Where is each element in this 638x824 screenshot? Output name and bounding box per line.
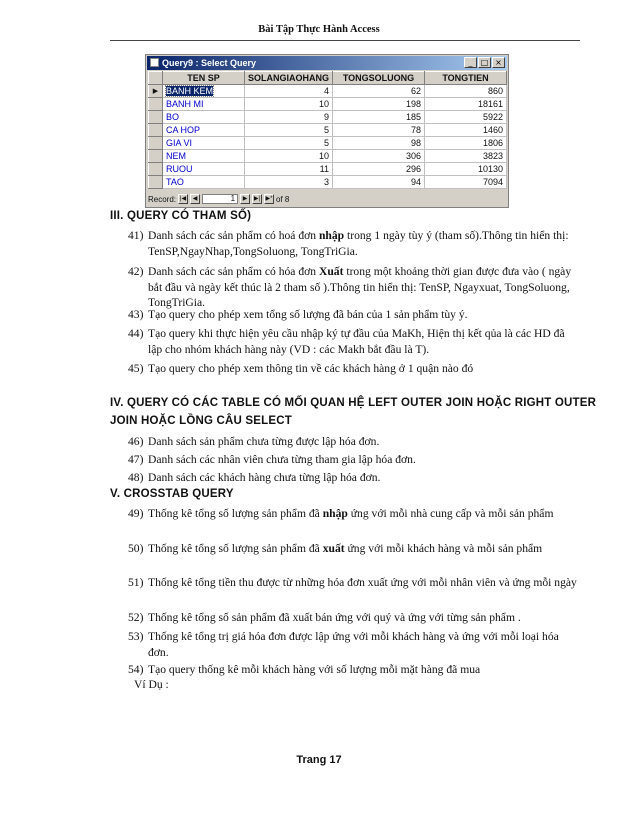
row-selector[interactable] [149, 98, 163, 111]
item-text: Danh sách các nhân viên chưa từng tham gia lập hóa đơn. [148, 453, 416, 466]
cell-tensp[interactable]: NEM [163, 150, 245, 163]
item-number: 45) [128, 362, 144, 375]
column-header[interactable]: SOLANGIAOHANG [245, 72, 333, 85]
cell[interactable]: 62 [333, 85, 425, 98]
item-number: 50) [128, 542, 144, 555]
row-selector[interactable] [149, 124, 163, 137]
item-text: Thống kê tổng số lượng sản phẩm đã [148, 542, 323, 555]
cell[interactable]: 4 [245, 85, 333, 98]
item-number: 42) [128, 265, 144, 278]
list-item-51 [128, 575, 578, 591]
list-item-48 [128, 470, 578, 486]
table-row[interactable] [149, 98, 507, 111]
list-item-50 [128, 541, 578, 557]
cell[interactable]: 5 [245, 124, 333, 137]
row-selector[interactable] [149, 163, 163, 176]
last-record-icon[interactable]: ▶| [253, 196, 261, 202]
cell-tensp[interactable]: CA HOP [163, 124, 245, 137]
cell[interactable]: 1460 [425, 124, 507, 137]
cell[interactable]: 98 [333, 137, 425, 150]
current-record-icon[interactable]: ▶ [149, 85, 163, 98]
cell[interactable]: 10 [245, 98, 333, 111]
item-number: 54) [128, 663, 144, 676]
table-row[interactable] [149, 176, 507, 189]
section-title-4: IV. QUERY CÓ CÁC TABLE CÓ MỐI QUAN HỆ LEFT OUTER JOIN HOẶC RIGHT OUTER [110, 397, 597, 409]
item-keyword: nhập [322, 507, 348, 520]
first-record-icon[interactable]: |◀ [179, 196, 187, 202]
item-text: Tạo query khi thực hiện yêu cầu nhập ký tự đầu của MaKh, Hiện thị kết qủa là các HD đã lập cho nhóm khách hàng này (VD : các Makh bắt đầu là T). [148, 327, 565, 356]
row-selector[interactable] [149, 150, 163, 163]
list-item-54 [128, 662, 578, 678]
table-row[interactable] [149, 163, 507, 176]
query-icon [150, 58, 159, 67]
cell[interactable]: 10 [245, 150, 333, 163]
row-selector-header [149, 72, 163, 85]
table-row[interactable] [149, 111, 507, 124]
list-item-45 [128, 361, 578, 377]
list-item-52 [128, 610, 578, 626]
cell[interactable]: 198 [333, 98, 425, 111]
row-selector[interactable] [149, 111, 163, 124]
cell[interactable]: 7094 [425, 176, 507, 189]
item-text: Tạo query cho phép xem tổng số lượng đã bán của 1 sản phẩm tùy ý. [148, 308, 468, 321]
cell[interactable]: 10130 [425, 163, 507, 176]
record-number-input[interactable]: 1 [202, 194, 238, 204]
cell[interactable]: 860 [425, 85, 507, 98]
page-header: Bài Tập Thực Hành Access [258, 24, 380, 35]
item-text: Danh sách sản phẩm chưa từng được lập hóa đơn. [148, 435, 380, 448]
item-number: 44) [128, 327, 144, 340]
list-item-49 [128, 506, 578, 522]
table-row[interactable] [149, 124, 507, 137]
item-keyword: xuất [322, 542, 345, 555]
query-window [145, 54, 509, 208]
item-number: 52) [128, 611, 144, 624]
item-text: Thống kê tổng số sản phẩm đã xuất bán ứng với quý và ứng với từng sản phẩm . [148, 611, 521, 624]
cell[interactable]: 5 [245, 137, 333, 150]
table-row[interactable] [149, 137, 507, 150]
cell[interactable]: 1806 [425, 137, 507, 150]
previous-record-icon[interactable]: ◀ [190, 194, 200, 204]
record-total: of 8 [276, 194, 290, 204]
cell[interactable]: 18161 [425, 98, 507, 111]
example-label: Ví Dụ : [134, 678, 169, 691]
cell[interactable]: 11 [245, 163, 333, 176]
cell-tensp[interactable]: RUOU [163, 163, 245, 176]
item-text: ứng với mỗi nhà cung cấp và mỗi sản phẩm [347, 507, 554, 520]
item-number: 51) [128, 576, 144, 589]
item-text: Danh sách các khách hàng chưa từng lập hóa đơn. [148, 471, 381, 484]
cell[interactable]: 185 [333, 111, 425, 124]
list-item-47 [128, 452, 578, 468]
record-navigator [148, 193, 506, 205]
list-item-42 [128, 264, 578, 311]
item-number: 46) [128, 435, 144, 448]
item-text: ứng với mỗi khách hàng và mỗi sản phẩm [344, 542, 543, 555]
cell-tensp[interactable]: BANH KEM [166, 86, 214, 96]
section-title-4-cont: JOIN HOẶC LỒNG CÂU SELECT [110, 415, 292, 427]
column-header[interactable]: TEN SP [163, 72, 245, 85]
cell-tensp[interactable]: BANH MI [163, 98, 245, 111]
table-row[interactable] [149, 85, 507, 98]
cell[interactable]: 3 [245, 176, 333, 189]
column-header[interactable]: TONGTIEN [425, 72, 507, 85]
column-header[interactable]: TONGSOLUONG [333, 72, 425, 85]
cell[interactable]: 5922 [425, 111, 507, 124]
item-number: 48) [128, 471, 144, 484]
row-selector[interactable] [149, 176, 163, 189]
cell[interactable]: 296 [333, 163, 425, 176]
section-title-5: V. CROSSTAB QUERY [110, 488, 234, 500]
item-text: Thống kê tổng số lượng sản phẩm đã [148, 507, 323, 520]
list-item-44 [128, 326, 578, 357]
item-text: Tạo query thống kê mỗi khách hàng với số lượng mỗi mặt hàng đã mua [148, 663, 481, 676]
cell-tensp[interactable]: BO [163, 111, 245, 124]
header-rule [110, 40, 580, 41]
item-text: Tạo query cho phép xem thông tin về các khách hàng ở 1 quận nào đó [148, 362, 474, 375]
item-text: Thống kê tổng trị giá hóa đơn được lập ứng với mỗi khách hàng và ứng với mỗi loại hóa đơn. [148, 630, 559, 659]
section-title-3: III. QUERY CÓ THAM SỐ) [110, 210, 252, 222]
list-item-53 [128, 629, 578, 660]
item-number: 49) [128, 507, 144, 520]
list-item-46 [128, 434, 578, 450]
new-record-icon[interactable]: ▶* [265, 196, 273, 202]
page-number: Trang 17 [296, 754, 342, 766]
title-bar [147, 56, 507, 70]
next-record-icon[interactable]: ▶ [240, 194, 250, 204]
item-text: Thống kê tổng tiền thu được từ những hóa đơn xuất ứng với mỗi nhân viên và ứng mỗi ngày [148, 576, 577, 589]
cell[interactable]: 78 [333, 124, 425, 137]
row-selector[interactable] [149, 137, 163, 150]
list-item-43 [128, 307, 578, 323]
cell-tensp[interactable]: GIA VI [163, 137, 245, 150]
cell[interactable]: 9 [245, 111, 333, 124]
window-title: Query9 : Select Query [162, 58, 257, 68]
maximize-button[interactable]: □ [478, 57, 491, 68]
close-button[interactable]: × [492, 57, 505, 68]
item-text: Danh sách các sản phẩm có hóa đơn [148, 265, 319, 278]
table-row[interactable] [149, 150, 507, 163]
item-keyword: nhập [318, 229, 345, 242]
item-text: trong 1 ngày tùy ý (tham số).Thông tin hiển thị: TenSP,NgayNhap,TongSoluong, TongTriGia. [148, 229, 569, 258]
item-number: 41) [128, 229, 144, 242]
datasheet [148, 71, 507, 189]
item-keyword: Xuất [318, 265, 344, 278]
cell[interactable]: 94 [333, 176, 425, 189]
cell-tensp[interactable]: TAO [163, 176, 245, 189]
item-text: trong một khoảng thời gian được đưa vào ( ngày bắt đầu và ngày kết thúc là 2 tham số ).Thông tin hiển thị: TenSP, Ngayxuat, TongSoluong, TongTriGia. [148, 265, 572, 309]
item-number: 43) [128, 308, 144, 321]
minimize-button[interactable]: _ [464, 57, 477, 68]
cell[interactable]: 3823 [425, 150, 507, 163]
item-number: 53) [128, 630, 144, 643]
item-text: Danh sách các sản phẩm có hoá đơn [148, 229, 319, 242]
item-number: 47) [128, 453, 144, 466]
record-label: Record: [148, 194, 177, 204]
cell[interactable]: 306 [333, 150, 425, 163]
list-item-41 [128, 228, 578, 259]
